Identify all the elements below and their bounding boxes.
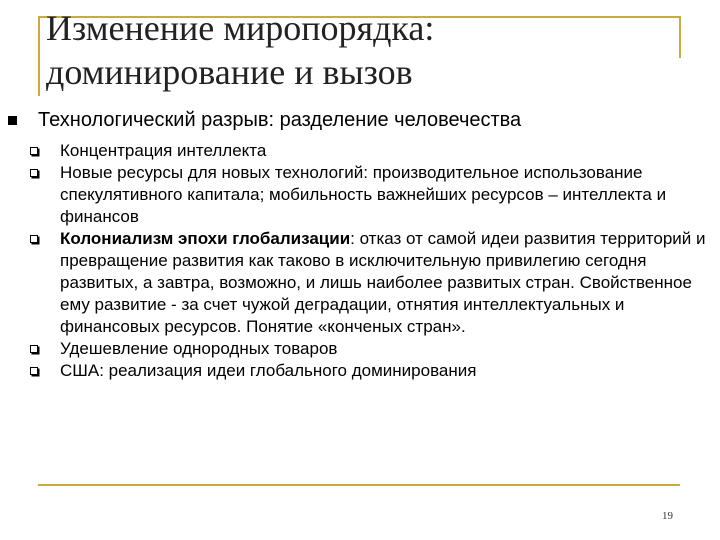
list-item bbox=[28, 140, 708, 162]
list-item bbox=[28, 360, 708, 382]
list-item-bold-term: Колониализм эпохи глобализации bbox=[60, 229, 351, 248]
list-item-text bbox=[60, 228, 708, 338]
sub-bullet-list bbox=[28, 140, 708, 382]
list-item bbox=[28, 338, 708, 360]
page-number: 19 bbox=[662, 510, 673, 522]
list-item bbox=[28, 228, 708, 338]
hollow-square-bullet-icon bbox=[30, 367, 38, 375]
title-line-1: Изменение миропорядка: bbox=[46, 8, 435, 48]
bottom-divider-line bbox=[38, 484, 680, 486]
slide-title bbox=[46, 6, 666, 94]
list-item-rest-text: : отказ от самой идеи развития территорий и превращение развития как таково в исключительную привилегию сегодня развитых, а завтра, возможно, и лишь наиболее развитых стран. Свойственное ему развитие - за счет чужой деградации, отнятия интеллектуальных и финансовых ресурсов. Понятие «конченых стран». bbox=[60, 229, 706, 336]
list-item-text: США: реализация идеи глобального доминирования bbox=[60, 361, 477, 380]
list-item-text: Концентрация интеллекта bbox=[60, 141, 267, 160]
hollow-square-bullet-icon bbox=[30, 345, 38, 353]
title-line-2: доминирование и вызов bbox=[46, 52, 413, 92]
main-bullet-text: Технологический разрыв: разделение человечества bbox=[38, 109, 522, 131]
hollow-square-bullet-icon bbox=[30, 169, 38, 177]
title-vertical-line bbox=[38, 16, 40, 96]
hollow-square-bullet-icon bbox=[30, 147, 38, 155]
right-vertical-line bbox=[679, 16, 681, 58]
list-item-text: Новые ресурсы для новых технологий: производительное использование спекулятивного капитала; мобильность важнейших ресурсов – интеллекта и финансов bbox=[60, 163, 667, 226]
hollow-square-bullet-icon bbox=[30, 235, 38, 243]
list-item bbox=[28, 162, 708, 228]
list-item-text: Удешевление однородных товаров bbox=[60, 339, 338, 358]
filled-square-bullet-icon bbox=[8, 116, 17, 125]
